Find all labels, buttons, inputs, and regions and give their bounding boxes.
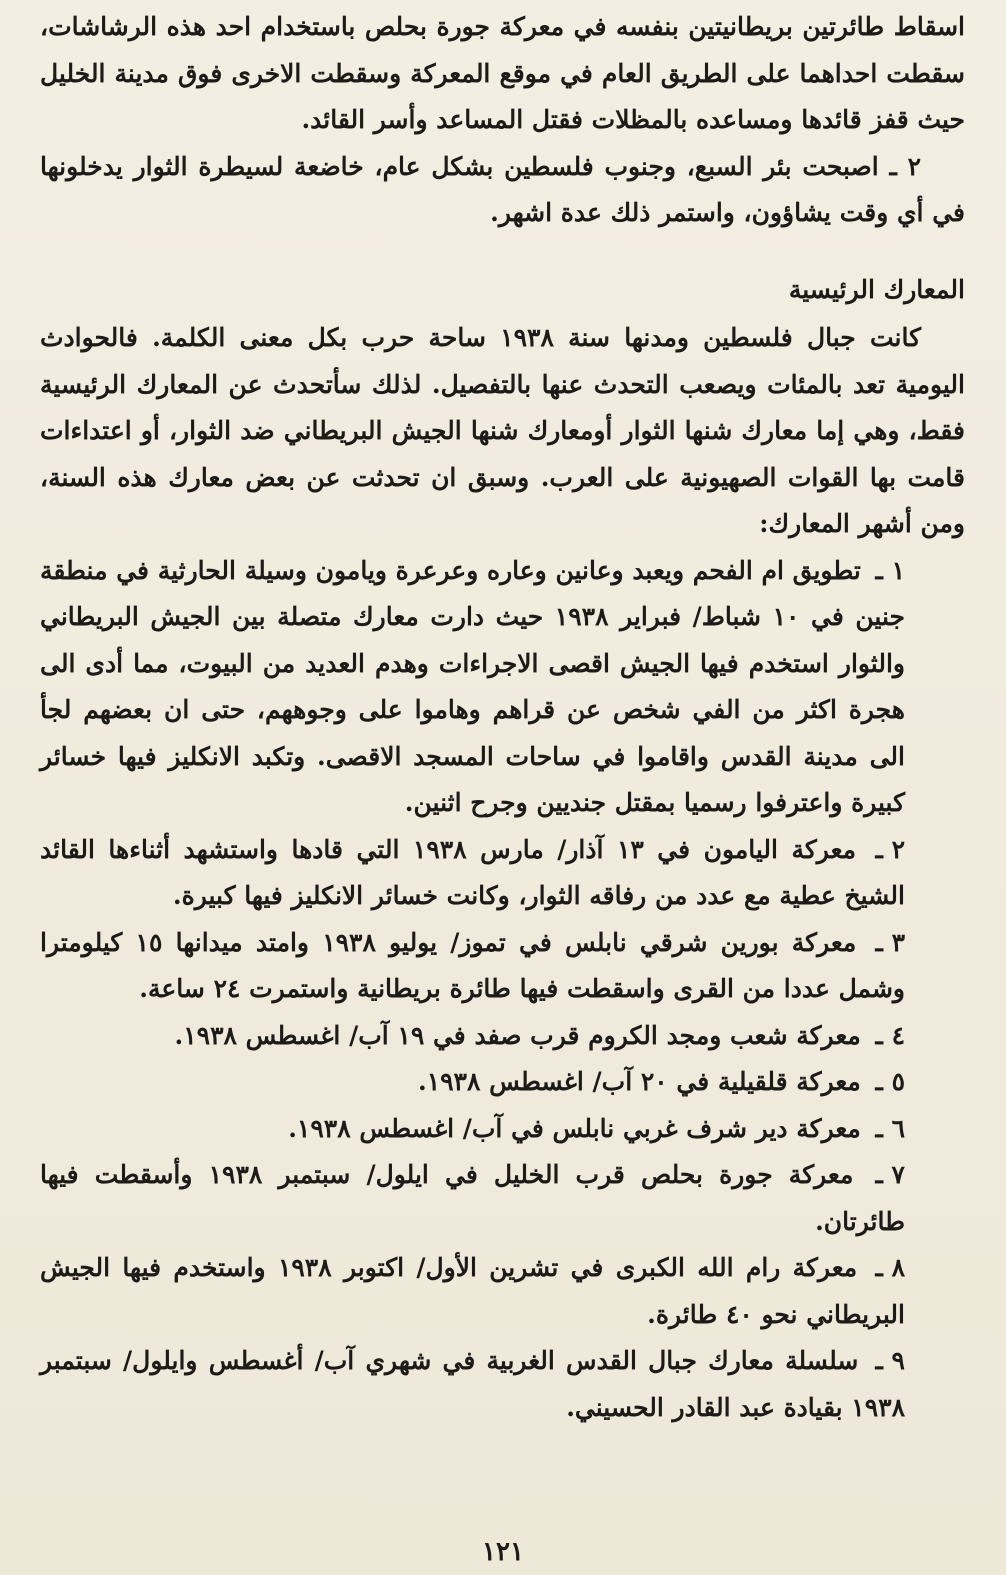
list-item-text: معركة جورة بحلص قرب الخليل في ايلول/ سبتمبر ١٩٣٨ وأسقطت فيها طائرتان. xyxy=(40,1160,905,1236)
list-item xyxy=(40,827,965,920)
page-number: ١٢١ xyxy=(482,1537,524,1567)
list-item xyxy=(40,1152,965,1245)
list-item xyxy=(40,1106,965,1153)
list-item-number: ٧ ـ xyxy=(875,1160,905,1189)
intro-paragraph-2: ٢ ـ اصبحت بئر السبع، وجنوب فلسطين بشكل عام، خاضعة لسيطرة الثوار يدخلونها في أي وقت يشاؤون، واستمر ذلك عدة اشهر. xyxy=(40,151,965,227)
list-item xyxy=(40,920,965,1013)
list-item xyxy=(40,1059,965,1106)
list-item-text: معركة قلقيلية في ٢٠ آب/ اغسطس ١٩٣٨. xyxy=(417,1067,861,1096)
intro-paragraph-1: اسقاط طائرتين بريطانيتين بنفسه في معركة جورة بحلص باستخدام احد هذه الرشاشات، سقطت احداهما على الطريق العام في موقع المعركة وسقطت الاخرى فوق مدينة الخليل حيث قفز قائدها ومساعده بالمظلات فقتل المساعد وأسر القائد. xyxy=(40,12,965,134)
list-item-number: ١ ـ xyxy=(875,555,905,585)
list-item xyxy=(40,1338,965,1431)
list-item-text: معركة رام الله الكبرى في تشرين الأول/ اكتوبر ١٩٣٨ واستخدم فيها الجيش البريطاني نحو ٤٠ طائرة. xyxy=(40,1253,905,1329)
list-item-text: تطويق ام الفحم ويعبد وعانين وعاره وعرعرة ويامون وسيلة الحارثية في منطقة جنين في ١٠ شباط/ فبراير ١٩٣٨ حيث دارت معارك متصلة بين الجيش البريطاني والثوار استخدم فيها الجيش اقصى الاجراءات وهدم العديد من البيوت، مما أدى الى هجرة اكثر من الفي شخص عن قراهم وهاموا على وجوههم، حتى ان بعضهم لجأ الى مدينة القدس واقاموا في ساحات المسجد الاقصى. وتكبد الانكليز فيها خسائر كبيرة واعترفوا رسميا بمقتل جنديين وجرح اثنين. xyxy=(40,555,905,817)
list-item-text: سلسلة معارك جبال القدس الغربية في شهري آب/ أغسطس وايلول/ سبتمبر ١٩٣٨ بقيادة عبد القادر الحسيني. xyxy=(40,1346,905,1422)
list-item-number: ٥ ـ xyxy=(875,1067,905,1096)
list-item xyxy=(40,1245,965,1338)
list-item xyxy=(40,1013,965,1060)
list-item-number: ٤ ـ xyxy=(875,1020,905,1050)
list-item-number: ٨ ـ xyxy=(875,1253,905,1282)
page-text xyxy=(40,4,965,1431)
list-item-number: ٣ ـ xyxy=(875,927,906,957)
list-item-number: ٩ ـ xyxy=(875,1346,905,1375)
body-paragraph: كانت جبال فلسطين ومدنها سنة ١٩٣٨ ساحة حرب بكل معنى الكلمة. فالحوادث اليومية تعد بالمئات ويصعب التحدث عنها بالتفصيل. لذلك سأتحدث عن المعارك الرئيسية فقط، وهي إما معارك شنها الثوار أومعارك شنها الجيش البريطاني ضد الثوار، أو اعتداءات قامت بها القوات الصهيونية على العرب. وسبق ان تحدثت عن بعض معارك هذه السنة، ومن أشهر المعارك: xyxy=(40,323,965,538)
list-item-text: معركة دير شرف غربي نابلس في آب/ اغسطس ١٩٣٨. xyxy=(288,1113,861,1143)
list-item xyxy=(40,548,965,827)
list-item-text: معركة شعب ومجد الكروم قرب صفد في ١٩ آب/ اغسطس ١٩٣٨. xyxy=(174,1020,861,1050)
list-item-number: ٦ ـ xyxy=(875,1113,905,1143)
list-item-text: معركة اليامون في ١٣ آذار/ مارس ١٩٣٨ التي قادها واستشهد أثناءها القائد الشيخ عطية مع عدد من رفاقه الثوار، وكانت خسائر الانكليز فيها كبيرة. xyxy=(40,834,905,910)
section-heading: المعارك الرئيسية xyxy=(788,274,965,304)
list-item-number: ٢ ـ xyxy=(875,834,905,864)
list-item-text: معركة بورين شرقي نابلس في تموز/ يوليو ١٩٣٨ وامتد ميدانها ١٥ كيلومترا وشمل عددا من القرى واسقطت فيها طائرة بريطانية واستمرت ٢٤ ساعة. xyxy=(40,927,905,1003)
